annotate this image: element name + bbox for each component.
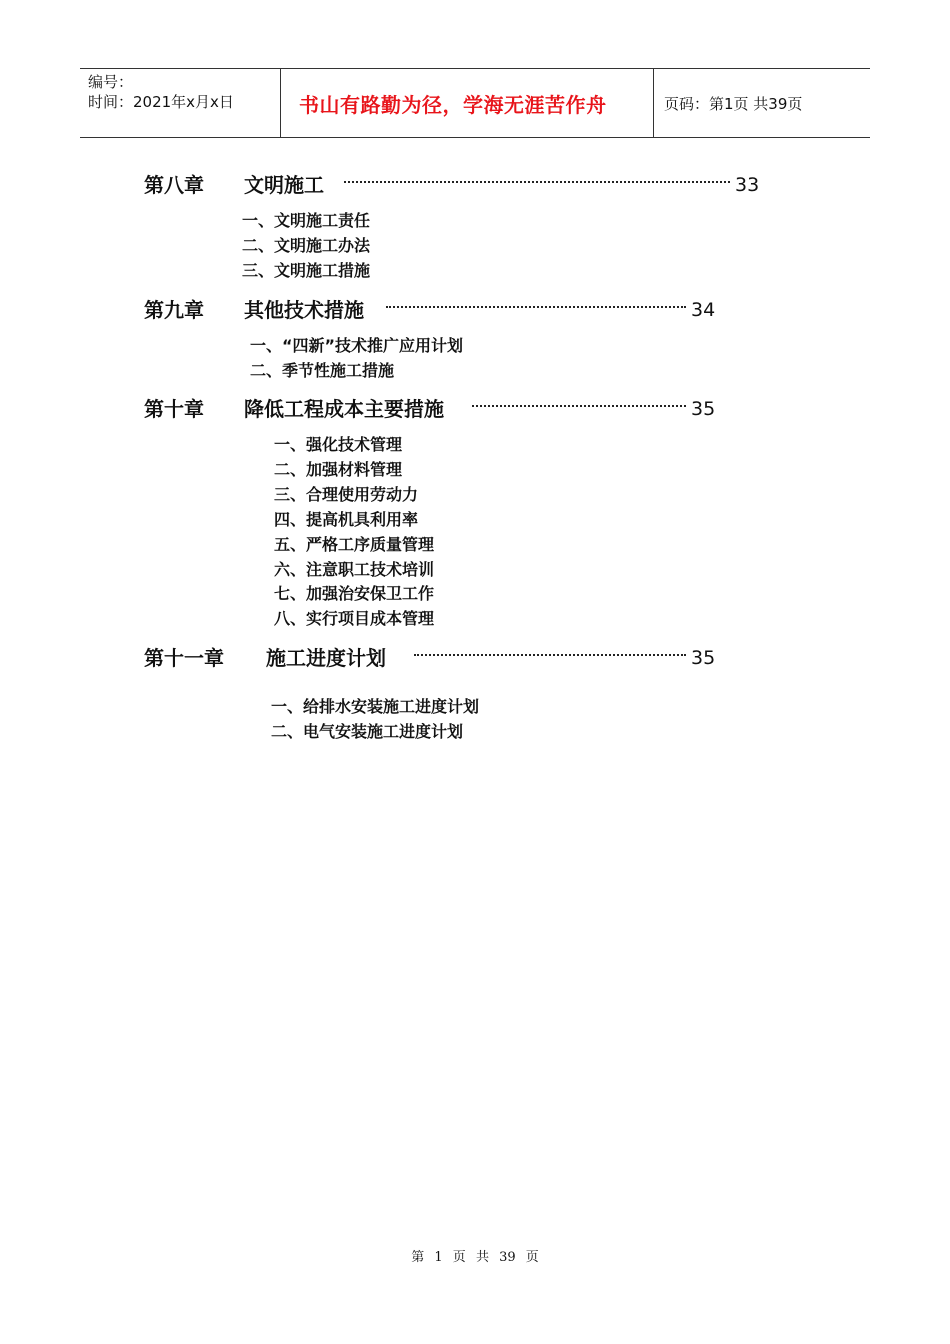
toc-item[interactable]: 二、电气安装施工进度计划 bbox=[271, 722, 464, 741]
toc-item[interactable]: 一、给排水安装施工进度计划 bbox=[271, 697, 480, 716]
chapter-page: 35 bbox=[691, 398, 716, 420]
toc-item[interactable]: 六、注意职工技术培训 bbox=[274, 560, 435, 579]
toc-item[interactable]: 八、实行项目成本管理 bbox=[274, 609, 435, 628]
header-page-info: 页码：第1页 共39页 bbox=[664, 94, 803, 113]
chapter-title: 其他技术措施 bbox=[244, 298, 364, 322]
dot-leader bbox=[414, 654, 686, 656]
chapter-page: 35 bbox=[691, 647, 716, 669]
dot-leader bbox=[386, 306, 686, 308]
chapter-title: 降低工程成本主要措施 bbox=[244, 397, 444, 421]
dot-leader bbox=[344, 181, 730, 183]
toc-item[interactable]: 一、“四新”技术推广应用计划 bbox=[250, 336, 464, 355]
toc-item[interactable]: 一、文明施工责任 bbox=[242, 211, 371, 230]
toc-item[interactable]: 二、加强材料管理 bbox=[274, 460, 403, 479]
toc-item[interactable]: 三、合理使用劳动力 bbox=[274, 485, 419, 504]
toc-item[interactable]: 四、提高机具利用率 bbox=[274, 510, 419, 529]
chapter-number: 第十一章 bbox=[144, 646, 224, 670]
chapter-number: 第八章 bbox=[144, 173, 204, 197]
page-footer bbox=[0, 1246, 950, 1265]
toc-chapter-8[interactable] bbox=[144, 172, 764, 198]
toc-item[interactable]: 二、季节性施工措施 bbox=[250, 361, 395, 380]
dot-leader bbox=[472, 405, 686, 407]
page-header bbox=[80, 68, 870, 138]
toc-item[interactable]: 二、文明施工办法 bbox=[242, 236, 371, 255]
toc-chapter-10[interactable] bbox=[144, 396, 724, 422]
toc-chapter-9[interactable] bbox=[144, 297, 724, 323]
header-motto: 书山有路勤为径，学海无涯苦作舟 bbox=[281, 69, 654, 137]
chapter-number: 第九章 bbox=[144, 298, 204, 322]
toc-item[interactable]: 五、严格工序质量管理 bbox=[274, 535, 435, 554]
chapter-page: 33 bbox=[735, 174, 760, 196]
footer-ye: 页 bbox=[452, 1250, 466, 1265]
number-label: 编号： bbox=[88, 73, 134, 91]
time-label: 时间：2021年x月x日 bbox=[88, 93, 234, 111]
toc-chapter-11[interactable] bbox=[144, 645, 724, 671]
footer-ye2: 页 bbox=[525, 1250, 539, 1265]
header-meta bbox=[80, 69, 281, 137]
footer-total-pages: 39 bbox=[499, 1250, 516, 1265]
chapter-number: 第十章 bbox=[144, 397, 204, 421]
chapter-page: 34 bbox=[691, 299, 716, 321]
footer-gong: 共 bbox=[475, 1250, 489, 1265]
toc-item[interactable]: 七、加强治安保卫工作 bbox=[274, 584, 435, 603]
chapter-title: 施工进度计划 bbox=[266, 646, 386, 670]
chapter-title: 文明施工 bbox=[244, 173, 324, 197]
toc-item[interactable]: 一、强化技术管理 bbox=[274, 435, 403, 454]
toc-item[interactable]: 三、文明施工措施 bbox=[242, 261, 371, 280]
footer-di: 第 bbox=[411, 1250, 425, 1265]
footer-page-number: 1 bbox=[434, 1250, 443, 1265]
